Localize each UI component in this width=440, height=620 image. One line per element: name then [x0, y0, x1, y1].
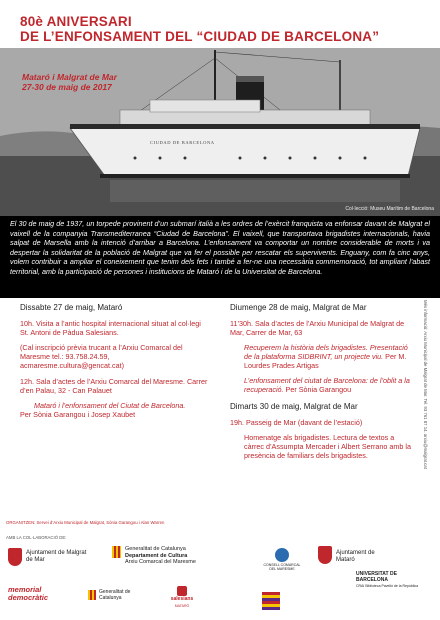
event-description: Passeig de Mar (davant de l’estació)	[244, 418, 363, 427]
logo-text: MATARÓ	[174, 604, 190, 608]
talk-title: L’enfonsament del ciutat de Barcelona: de l’oblit a la recuperació.	[244, 376, 410, 394]
event-malgrat-archive	[230, 319, 416, 337]
logo-text: memorial democràtic	[8, 585, 49, 602]
logo-consell-comarcal	[262, 548, 302, 571]
event-time: 19h.	[230, 418, 244, 427]
logo-text: Generalitat de Catalunya	[99, 589, 131, 601]
intro-text: El 30 de maig de 1937, un torpede provinent d’un submarí italià a les ordres de l’exèrcit franquista va enfonsar davant de Malgrat el vaixell de la companyia Transmediterranea “Ciudad de Barcelona”. El vaixell, que transportava brigadistes internacionals, havia salpat de Marsella amb la intenció d’arribar a Barcelona. L’enfonsament va comportar un nombre considerable de morts i va despertar la solidaritat de la població de Malgrat que va fer el possible per rescatar els supervivents. Enguany, com fa cinc anys, volem contribuir a ampliar el coneixement que tenim dels fets i també a fer-ne una necessària commemoració, tot ampliant l’abast territorial, amb la participació de persones i institucions de Mataró i de la Universitat de Barcelona.	[0, 216, 440, 298]
malgrat-shield-icon	[8, 548, 22, 566]
logo-text: Arxiu Comarcal del Maresme	[125, 559, 196, 565]
more-info-text: Més informació: Arxiu Municipal de Malgrat de Mar. Tel. 93 761 87 14. arxiu@malgrat.cat	[423, 300, 428, 469]
talk-title: Recuperem la història dels brigadistes. Presentació de la plataforma SIDBRINT, un projecte viu.	[244, 343, 408, 361]
title-line-1: 80è ANIVERSARI	[20, 14, 132, 29]
talk-speaker: Per M. Lourdes Prades Artigas	[244, 352, 407, 370]
senyera-icon	[88, 590, 96, 600]
sidbrint-flag-icon	[262, 592, 280, 610]
talk-speaker: Per Sònia Garangou	[283, 385, 352, 394]
logo-text: salesians	[170, 596, 194, 602]
senyera-icon	[112, 546, 121, 558]
day-heading-sunday: Diumenge 28 de maig, Malgrat de Mar	[230, 303, 367, 312]
logo-text: UNIVERSITAT DE BARCELONA	[356, 571, 397, 583]
event-time: 10h.	[20, 319, 34, 328]
more-info-sidebar	[418, 300, 432, 590]
logo-text: CONSELL COMARCAL DEL MARESME	[263, 563, 301, 571]
logo-salesians	[160, 586, 204, 610]
event-dates: 27-30 de maig de 2017	[22, 82, 112, 92]
logo-sidbrint	[262, 592, 284, 610]
day-heading-tuesday: Dimarts 30 de maig, Malgrat de Mar	[230, 402, 358, 411]
event-description: Visita a l’antic hospital internacional situat al col·legi St. Antoni de Pàdua Salesians.	[20, 319, 201, 337]
event-archive	[20, 377, 210, 395]
photo-credit: Col·lecció: Museu Marítim de Barcelona	[345, 206, 434, 212]
registration-note: (Cal inscripció prèvia trucant a l’Arxiu Comarcal del Maresme tel.: 93.758.24.59, acmaresme.cultura@gencat.cat)	[20, 343, 183, 370]
logo-text: Departament de Cultura	[125, 552, 188, 559]
organizers: ORGANITZEN: Servei d’Arxiu Municipal de Malgrat, Sònia Garangou i Alan Warren	[6, 520, 165, 525]
event-promenade	[230, 418, 416, 427]
talk-title: Mataró i l’enfonsament del Ciutat de Barcelona.	[34, 401, 186, 410]
consell-emblem-icon	[275, 548, 289, 562]
ship-name-label: CIUDAD DE BARCELONA	[150, 140, 215, 145]
logo-text: Ajuntament de Malgrat de Mar	[26, 550, 87, 563]
logo-text: Generalitat de Catalunya	[125, 546, 186, 552]
talk-speakers: Per Sònia Garangou i Josep Xaubet	[20, 410, 136, 419]
talk-sidbrint	[230, 343, 416, 370]
collaborators-label: AMB LA COL·LABORACIÓ DE:	[6, 535, 67, 540]
logo-text: CRAI Biblioteca Pavelló de la República	[356, 584, 419, 588]
event-time: 12h.	[20, 377, 34, 386]
event-description: Sala d’actes de l’Arxiu Municipal de Malgrat de Mar, Carrer de Mar, 63	[230, 319, 405, 337]
logo-ub	[356, 572, 420, 588]
left-column	[20, 303, 210, 419]
right-column	[230, 303, 416, 460]
event-hospital	[20, 319, 210, 337]
mataro-shield-icon	[318, 546, 332, 564]
title-line-2: DE L’ENFONSAMENT DEL “CIUDAD DE BARCELONA”	[20, 29, 380, 44]
day-heading-saturday: Dissabte 27 de maig, Mataró	[20, 303, 123, 312]
talk-oblit	[230, 376, 416, 394]
event-time: 11’30h.	[230, 319, 254, 328]
logo-text: Ajuntament de Mataró	[336, 550, 375, 563]
event-description: Sala d’actes de l’Arxiu Comarcal del Maresme. Carrer d’en Palau, 32 - Can Palauet	[20, 377, 208, 395]
homage-note: Homenatge als brigadistes. Lectura de textos a càrrec d’Assumpta Mercader i Albert Serrano amb la presència de familiars dels brigadistes.	[244, 433, 411, 460]
salesians-icon	[177, 586, 187, 596]
event-place: Mataró i Malgrat de Mar	[22, 72, 117, 82]
